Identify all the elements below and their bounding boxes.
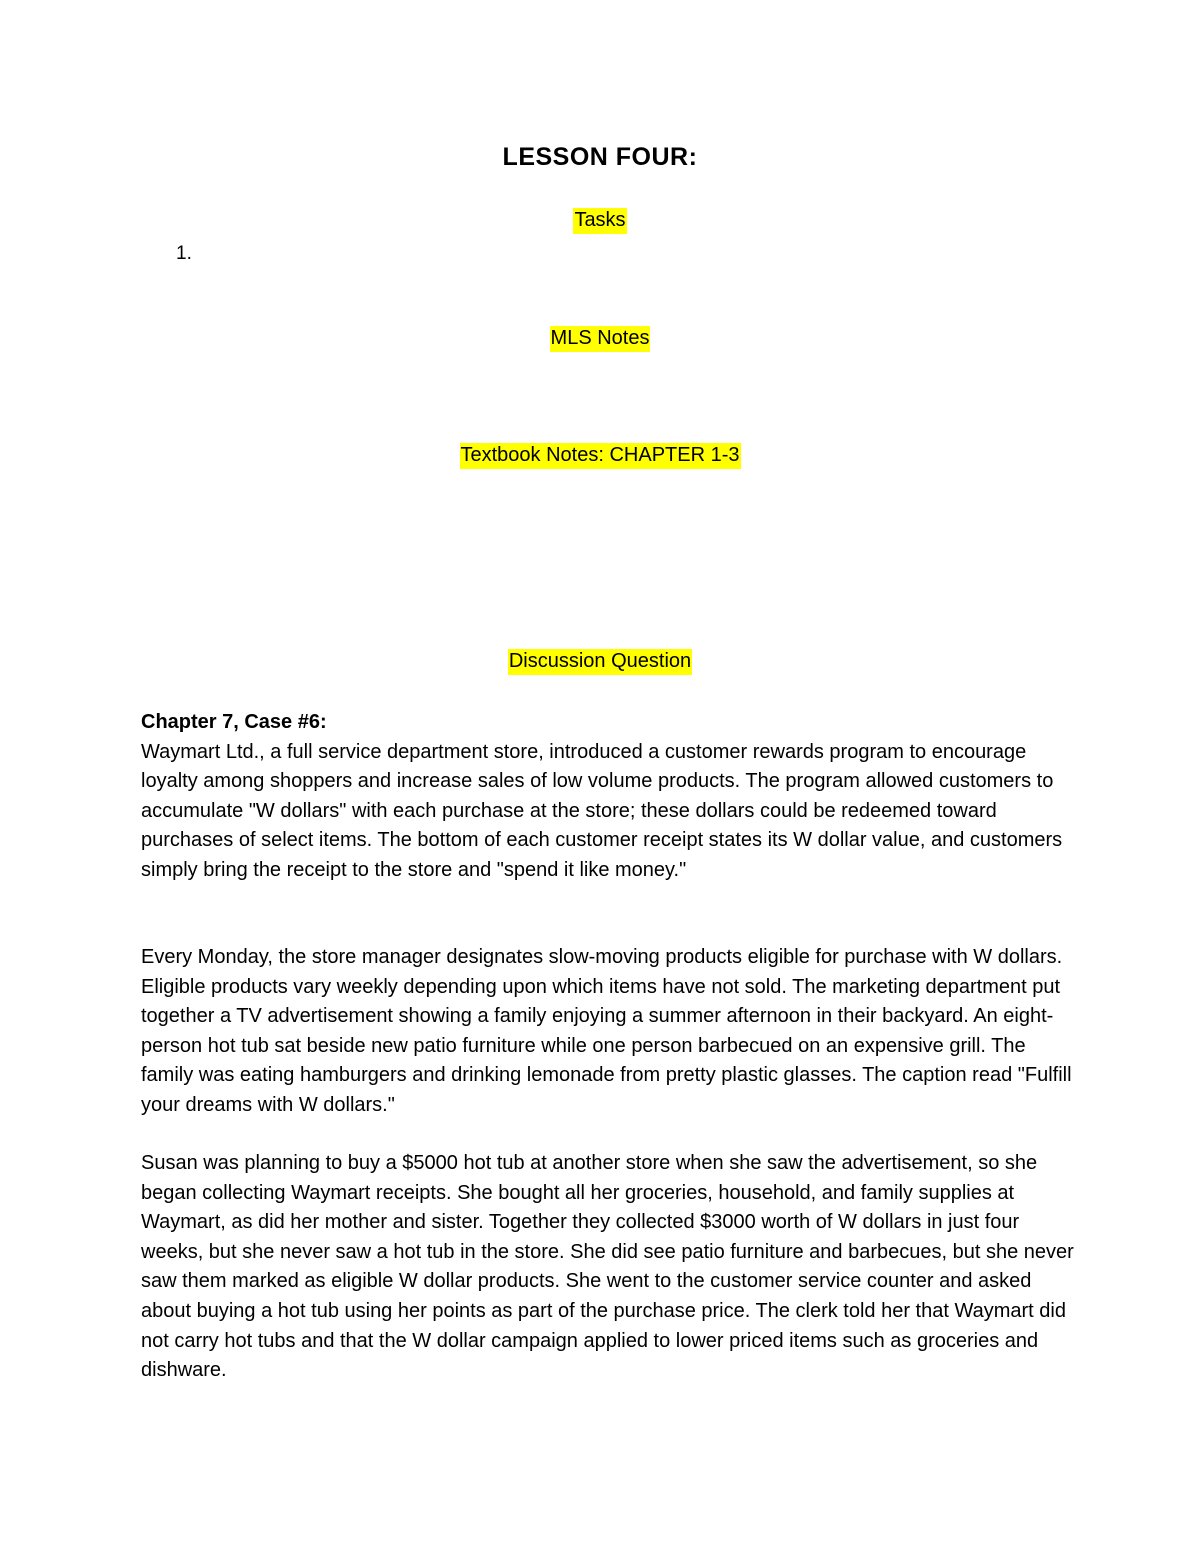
textbook-notes-heading-row xyxy=(0,444,1200,467)
discussion-heading: Discussion Question xyxy=(508,649,692,675)
case-title: Chapter 7, Case #6: xyxy=(141,711,327,733)
textbook-notes-heading: Textbook Notes: CHAPTER 1-3 xyxy=(460,443,741,469)
discussion-heading-row xyxy=(0,650,1200,673)
tasks-list-number: 1. xyxy=(176,243,192,264)
mls-notes-heading: MLS Notes xyxy=(550,326,651,352)
case-paragraph-2: Every Monday, the store manager designates slow-moving products eligible for purchase with W dollars. Eligible products vary weekly depending upon which items have not sold. The marketing department put together a TV advertisement showing a family enjoying a summer afternoon in their backyard. An eight-person hot tub sat beside new patio furniture while one person barbecued on an expensive grill. The family was eating hamburgers and drinking lemonade from pretty plastic glasses. The caption read "Fulfill your dreams with W dollars." xyxy=(141,946,1072,1116)
tasks-heading: Tasks xyxy=(573,208,626,234)
case-block xyxy=(141,708,1076,886)
case-paragraph-3: Susan was planning to buy a $5000 hot tub at another store when she saw the advertisement, so she began collecting Waymart receipts. She bought all her groceries, household, and family supplies at Waymart, as did her mother and sister. Together they collected $3000 worth of W dollars in just four weeks, but she never saw a hot tub in the store. She did see patio furniture and barbecues, but she never saw them marked as eligible W dollar products. She went to the customer service counter and asked about buying a hot tub using her points as part of the purchase price. The clerk told her that Waymart did not carry hot tubs and that the W dollar campaign applied to lower priced items such as groceries and dishware. xyxy=(141,1152,1074,1382)
tasks-heading-row xyxy=(0,209,1200,232)
lesson-title: LESSON FOUR: xyxy=(502,143,698,171)
mls-notes-heading-row xyxy=(0,327,1200,350)
case-paragraph-1: Waymart Ltd., a full service department store, introduced a customer rewards program to encourage loyalty among shoppers and increase sales of low volume products. The program allowed customers to accumulate "W dollars" with each purchase at the store; these dollars could be redeemed toward purchases of select items. The bottom of each customer receipt states its W dollar value, and customers simply bring the receipt to the store and "spend it like money." xyxy=(141,740,1063,881)
